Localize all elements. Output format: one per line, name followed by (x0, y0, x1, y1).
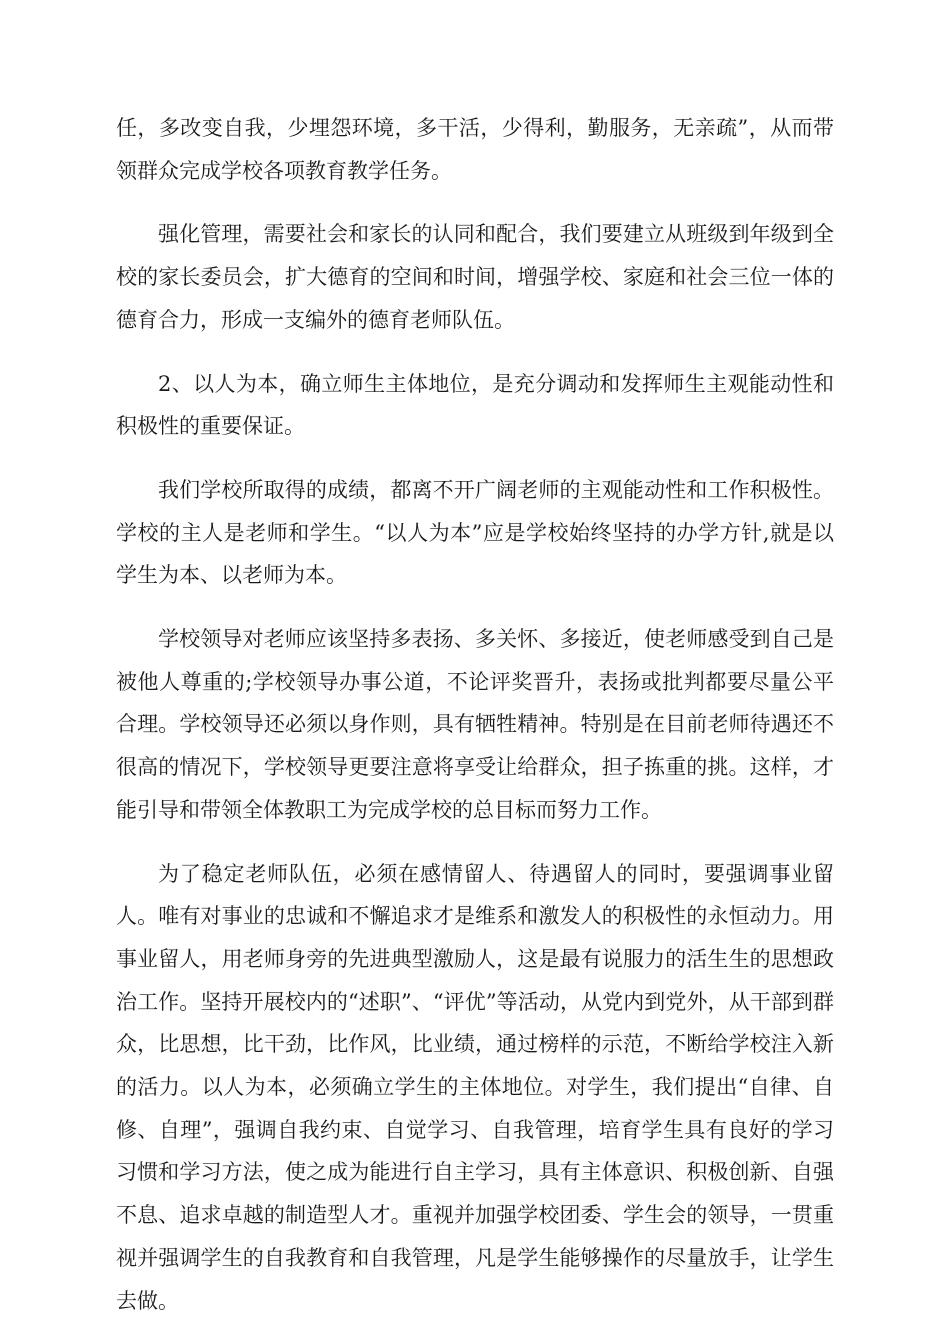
paragraph-section-2-heading: 2、以人为本，确立师生主体地位，是充分调动和发挥师生主观能动性和积极性的重要保证。 (116, 371, 834, 439)
paragraph-continued: 任，多改变自我，少埋怨环境，多干活，少得利，勤服务，无亲疏”，从而带领群众完成学校各项教育教学任务。 (116, 116, 834, 183)
paragraph-leadership-conduct: 学校领导对老师应该坚持多表扬、多关怀、多接近，使老师感受到自己是被他人尊重的;学校领导办事公道，不论评奖晋升，表扬或批判都要尽量公平合理。学校领导还必须以身作则，具有牺牲精神。特别是在目前老师待遇还不很高的情况下，学校领导更要注意将享受让给群众，担子拣重的挑。这样，才能引导和带领全体教职工为完成学校的总目标而努力工作。 (116, 627, 834, 822)
paragraph-parent-involvement: 强化管理，需要社会和家长的认同和配合，我们要建立从班级到年级到全校的家长委员会，扩大德育的空间和时间，增强学校、家庭和社会三位一体的德育合力，形成一支编外的德育老师队伍。 (116, 222, 834, 332)
paragraph-people-oriented: 我们学校所取得的成绩，都离不开广阔老师的主观能动性和工作积极性。学校的主人是老师和学生。“以人为本”应是学校始终坚持的办学方针,就是以学生为本、以老师为本。 (116, 477, 834, 588)
document-body (116, 107, 834, 1343)
paragraph-stabilize-teachers: 为了稳定老师队伍，必须在感情留人、待遇留人的同时，要强调事业留人。唯有对事业的忠诚和不懈追求才是维系和激发人的积极性的永恒动力。用事业留人，用老师身旁的先进典型激励人，这是最有说服力的活生生的思想政治工作。坚持开展校内的“述职”、“评优”等活动，从党内到党外，从干部到群众，比思想，比干劲，比作风，比业绩，通过榜样的示范，不断给学校注入新的活力。以人为本，必须确立学生的主体地位。对学生，我们提出“自律、自修、自理”，强调自我约束、自觉学习、自我管理，培育学生具有良好的学习习惯和学习方法，使之成为能进行自主学习，具有主体意识、积极创新、自强不息、追求卓越的制造型人才。重视并加强学校团委、学生会的领导，一贯重视并强调学生的自我教育和自我管理，凡是学生能够操作的尽量放手，让学生去做。 (116, 861, 834, 1313)
